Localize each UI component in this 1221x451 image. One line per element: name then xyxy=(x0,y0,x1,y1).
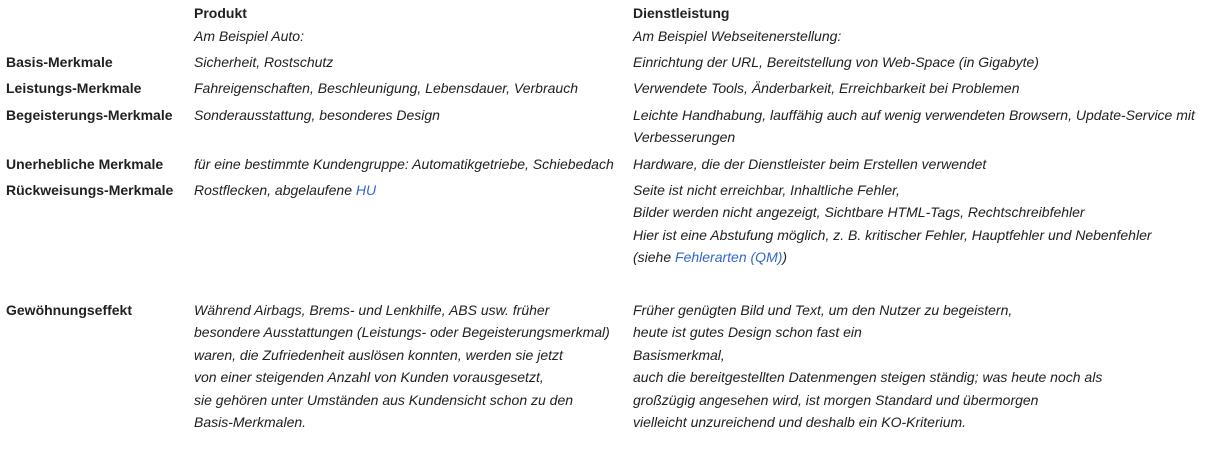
siehe-prefix: (siehe xyxy=(633,249,676,265)
gewoehnung-service-line: Basismerkmal, xyxy=(633,347,725,363)
rueckweisung-service-line-1: Seite ist nicht erreichbar, Inhaltliche Fehler, xyxy=(633,182,900,198)
basis-service: Einrichtung der URL, Bereitstellung von Web-Space (in Gigabyte) xyxy=(633,54,1039,70)
gewoehnung-product-line: besondere Ausstattungen (Leistungs- oder Begeisterungsmerkmal) xyxy=(194,324,610,340)
row-label-unerheblich: Unerhebliche Merkmale xyxy=(6,156,164,172)
rueckweisung-service-line-2: Bilder werden nicht angezeigt, Sichtbare HTML-Tags, Rechtschreibfehler xyxy=(633,204,1085,220)
row-label-begeisterung: Begeisterungs-Merkmale xyxy=(6,107,173,123)
rueckweisung-product xyxy=(194,179,376,201)
example-service: Am Beispiel Webseitenerstellung: xyxy=(633,28,842,44)
gewoehnung-service-line: auch die bereitgestellten Datenmengen steigen ständig; was heute noch als xyxy=(633,369,1103,385)
rueckweisung-product-text: Rostflecken, abgelaufene xyxy=(194,182,356,198)
rueckweisung-service-line-4 xyxy=(633,246,787,268)
hu-link[interactable]: HU xyxy=(355,182,377,198)
leistung-product: Fahreigenschaften, Beschleunigung, Lebensdauer, Verbrauch xyxy=(194,80,578,96)
header-service: Dienstleistung xyxy=(633,5,730,21)
row-label-rueckweisung: Rückweisungs-Merkmale xyxy=(6,182,174,198)
leistung-service: Verwendete Tools, Änderbarkeit, Erreichbarkeit bei Problemen xyxy=(633,80,1020,96)
siehe-suffix: ) xyxy=(782,249,788,265)
gewoehnung-service-line: heute ist gutes Design schon fast ein xyxy=(633,324,862,340)
gewoehnung-product-line: von einer steigenden Anzahl von Kunden vorausgesetzt, xyxy=(194,369,544,385)
gewoehnung-product-line: Während Airbags, Brems- und Lenkhilfe, ABS usw. früher xyxy=(194,302,550,318)
example-product: Am Beispiel Auto: xyxy=(194,28,304,44)
unerheblich-service: Hardware, die der Dienstleister beim Erstellen verwendet xyxy=(633,156,987,172)
gewoehnung-service-line: Früher genügten Bild und Text, um den Nutzer zu begeistern, xyxy=(633,302,1013,318)
begeisterung-service-line-1: Leichte Handhabung, lauffähig auch auf wenig verwendeten Browsern, Update-Service mit xyxy=(633,107,1195,123)
gewoehnung-service-line: großzügig angesehen wird, ist morgen Standard und übermorgen xyxy=(633,392,1039,408)
begeisterung-service-line-2: Verbesserungen xyxy=(633,129,736,145)
row-label-leistung: Leistungs-Merkmale xyxy=(6,80,142,96)
unerheblich-product: für eine bestimmte Kundengruppe: Automatikgetriebe, Schiebedach xyxy=(194,156,614,172)
begeisterung-product: Sonderausstattung, besonderes Design xyxy=(194,107,440,123)
gewoehnung-product-line: Basis-Merkmalen. xyxy=(194,414,307,430)
gewoehnung-product-line: waren, die Zufriedenheit auslösen konnten, werden sie jetzt xyxy=(194,347,563,363)
gewoehnung-service-line: vielleicht unzureichend und deshalb ein KO-Kriterium. xyxy=(633,414,967,430)
fehlerarten-link[interactable]: Fehlerarten (QM) xyxy=(675,249,783,265)
row-label-gewoehnung: Gewöhnungseffekt xyxy=(6,302,133,318)
header-product: Produkt xyxy=(194,5,247,21)
gewoehnung-product-line: sie gehören unter Umständen aus Kundensicht schon zu den xyxy=(194,392,574,408)
row-label-basis: Basis-Merkmale xyxy=(6,54,113,70)
basis-product: Sicherheit, Rostschutz xyxy=(194,54,334,70)
rueckweisung-service-line-3: Hier ist eine Abstufung möglich, z. B. kritischer Fehler, Hauptfehler und Nebenfehler xyxy=(633,227,1152,243)
